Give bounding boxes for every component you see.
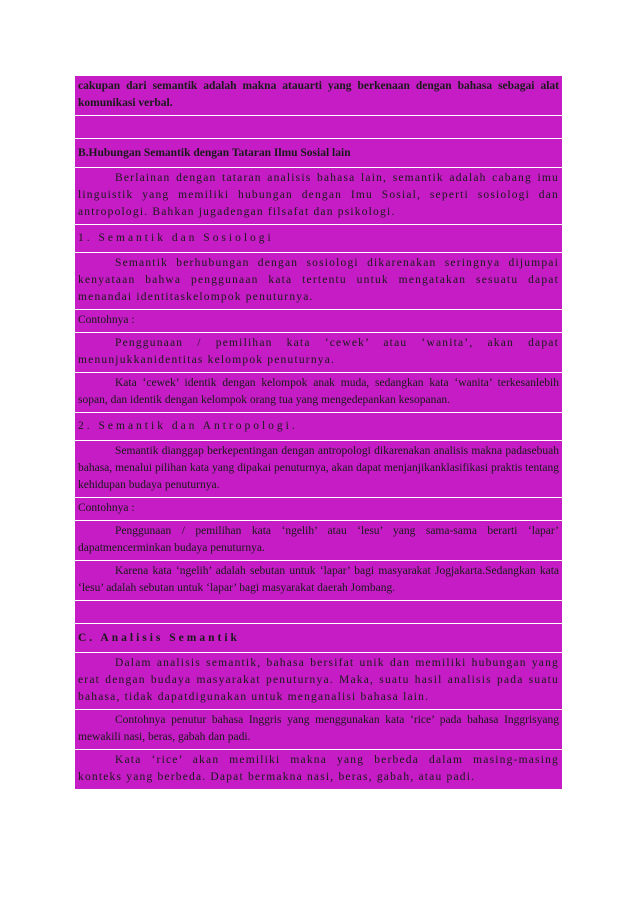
blank-row-2: [75, 601, 562, 624]
subsection-2-heading: 2. Semantik dan Antropologi.: [75, 413, 562, 441]
ngelih-explanation-paragraph: Karena kata ‘ngelih’ adalah sebutan untuk ‘lapar’ bagi masyarakat Jogjakarta.Sedangkan kata ‘lesu’ adalah sebutan untuk ‘lapar’ bagi masyarakat daerah Jombang.: [75, 561, 562, 601]
example-cewek-paragraph: Penggunaan / pemilihan kata ‘cewek’ atau ‘wanita’, akan dapat menunjukkanidentitas kelompok penuturnya.: [75, 333, 562, 373]
example-ngelih-paragraph: Penggunaan / pemilihan kata ‘ngelih’ atau ‘lesu’ yang sama-sama berarti ‘lapar’ dapatmencerminkan budaya penuturnya.: [75, 521, 562, 561]
rice-meaning-paragraph: Kata ‘rice’ akan memiliki makna yang berbeda dalam masing-masing konteks yang berbeda. Dapat bermakna nasi, beras, gabah, atau padi.: [75, 750, 562, 790]
rice-example-paragraph: Contohnya penutur bahasa Inggris yang menggunakan kata ‘rice’ pada bahasa Inggrisyang mewakili nasi, beras, gabah dan padi.: [75, 710, 562, 750]
blank-row: [75, 116, 562, 139]
section-b-heading: B.Hubungan Semantik dengan Tataran Ilmu Sosial lain: [75, 139, 562, 168]
example-label: Contohnya :: [75, 310, 562, 333]
sociology-paragraph: Semantik berhubungan dengan sosiologi dikarenakan seringnya dijumpai kenyataan bahwa penggunaan kata tertentu untuk mengatakan sesuatu dapat menandai identitaskelompok penuturnya.: [75, 253, 562, 310]
anthropology-paragraph: Semantik dianggap berkepentingan dengan antropologi dikarenakan analisis makna padasebuah bahasa, menalui pilihan kata yang dipakai penuturnya, akan dapat menjanjikanklasifikasi praktis tentang kehidupan budaya penuturnya.: [75, 441, 562, 498]
section-c-heading: C. Analisis Semantik: [75, 624, 562, 653]
document-sheet: [75, 76, 562, 790]
cewek-explanation-paragraph: Kata ‘cewek’ identik dengan kelompok anak muda, sedangkan kata ‘wanita’ terkesanlebih sopan, dan identik dengan kelompok orang tua yang mengedepankan kesopanan.: [75, 373, 562, 413]
intro-paragraph: cakupan dari semantik adalah makna atauarti yang berkenaan dengan bahasa sebagai alat komunikasi verbal.: [75, 76, 562, 116]
analysis-paragraph: Dalam analisis semantik, bahasa bersifat unik dan memiliki hubungan yang erat dengan budaya masyarakat penuturnya. Maka, suatu hasil analisis pada suatu bahasa, tidak dapatdigunakan untuk menganalisi bahasa lain.: [75, 653, 562, 710]
section-b-paragraph: Berlainan dengan tataran analisis bahasa lain, semantik adalah cabang imu linguistik yang memiliki hubungan dengan Imu Sosial, seperti sosiologi dan antropologi. Bahkan jugadengan filsafat dan psikologi.: [75, 168, 562, 225]
subsection-1-heading: 1. Semantik dan Sosiologi: [75, 225, 562, 253]
example-label-2: Contohnya :: [75, 498, 562, 521]
